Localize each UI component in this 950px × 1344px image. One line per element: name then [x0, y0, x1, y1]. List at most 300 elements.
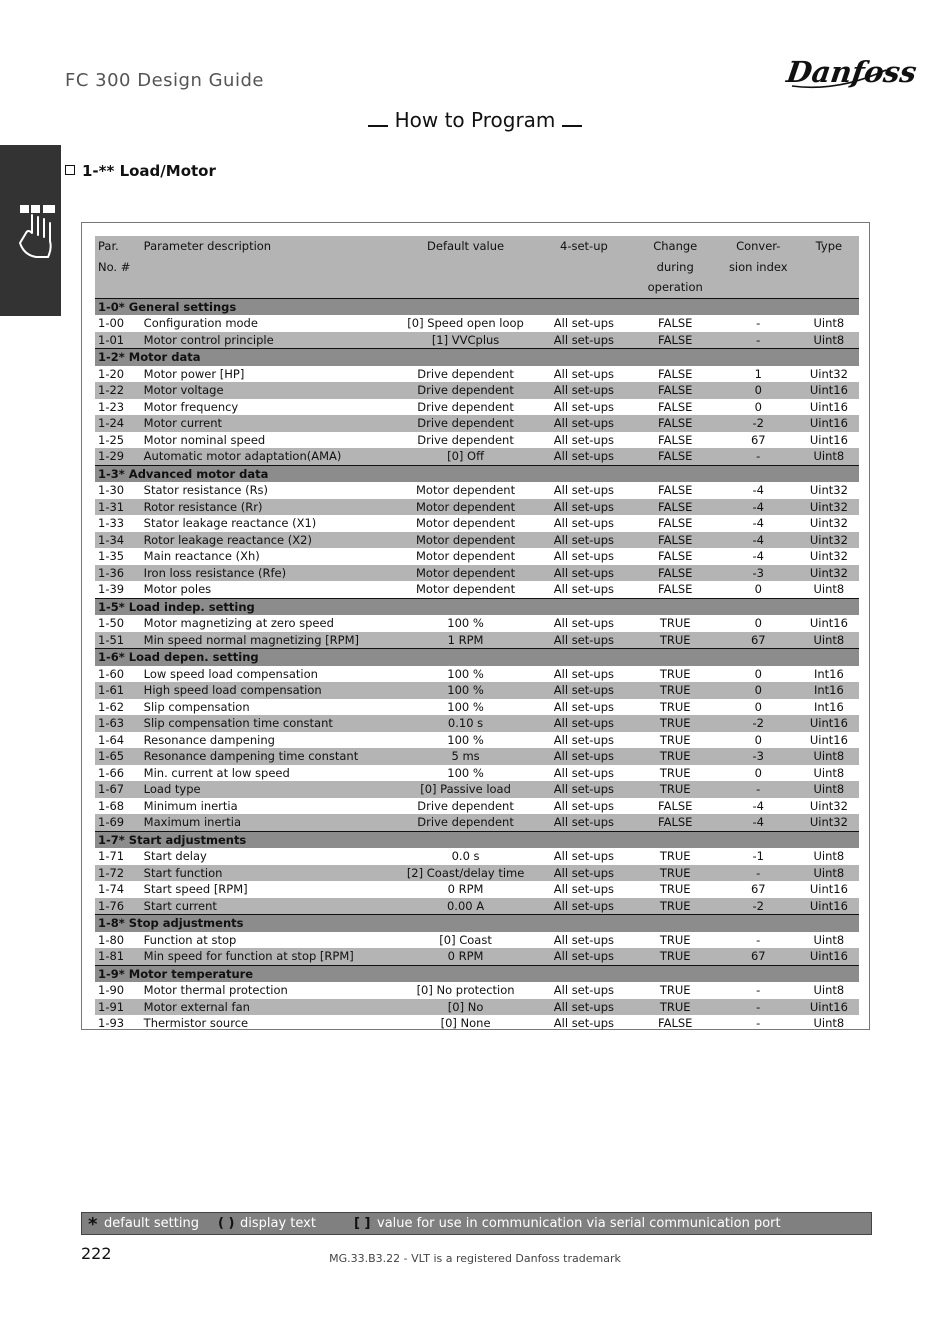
cell-conversion-index: - — [718, 332, 799, 349]
cell-default-value: 0.0 s — [451, 849, 480, 863]
table-row — [95, 366, 859, 383]
cell-conversion-index: - — [756, 983, 761, 997]
cell-change-during-operation: FALSE — [633, 814, 718, 831]
cell-type: Uint8 — [799, 332, 859, 349]
cell-type: Uint8 — [813, 1016, 845, 1030]
cell-par-no: 1-00 — [98, 316, 125, 330]
cell-conversion-index: -4 — [718, 532, 799, 549]
cell-conversion-index: - — [756, 932, 761, 947]
cell-four-setup: All set-ups — [553, 366, 614, 381]
cell-par-no: 1-71 — [98, 849, 125, 863]
cell-four-setup: All set-ups — [535, 448, 633, 465]
group-header-label: 1-2* Motor data — [95, 349, 859, 366]
cell-change-during-operation: TRUE — [659, 666, 691, 681]
cell-default-value: Drive dependent — [396, 415, 535, 432]
table-row — [95, 748, 859, 765]
chapter-tab — [0, 145, 61, 316]
header-type: Type — [799, 236, 859, 298]
cell-conversion-index: 1 — [754, 366, 762, 381]
cell-type: Uint16 — [809, 399, 848, 414]
cell-type: Uint8 — [813, 582, 845, 596]
table-row — [95, 515, 859, 532]
table-row — [95, 699, 859, 716]
cell-description: Configuration mode — [143, 316, 258, 330]
cell-description: Maximum inertia — [141, 814, 396, 831]
group-header-label: 1-5* Load indep. setting — [95, 598, 859, 615]
footer-trademark: MG.33.B3.22 - VLT is a registered Danfoss trademark — [329, 1252, 621, 1265]
cell-par-no: 1-25 — [98, 432, 125, 447]
table-row — [95, 532, 859, 549]
legend-display-text: display text — [240, 1216, 316, 1231]
cell-description: Motor nominal speed — [143, 432, 266, 447]
cell-type: Uint32 — [799, 814, 859, 831]
cell-four-setup: All set-ups — [553, 582, 614, 596]
table-row — [95, 415, 859, 432]
cell-par-no: 1-81 — [95, 948, 141, 965]
cell-change-during-operation: TRUE — [659, 849, 691, 863]
cell-conversion-index: 67 — [718, 948, 799, 965]
cell-change-during-operation: FALSE — [658, 316, 693, 330]
cell-par-no: 1-31 — [95, 499, 141, 516]
cell-description: Min. current at low speed — [143, 765, 290, 780]
cell-par-no: 1-76 — [95, 898, 141, 915]
cell-description: Minimum inertia — [143, 798, 238, 813]
legend-bar — [81, 1212, 872, 1235]
cell-conversion-index: -1 — [752, 849, 764, 863]
cell-description: Motor control principle — [141, 332, 396, 349]
cell-type: Uint32 — [809, 366, 848, 381]
table-row — [95, 666, 859, 683]
document-title: FC 300 Design Guide — [65, 70, 264, 91]
cell-type: Uint32 — [809, 798, 848, 813]
cell-conversion-index: -4 — [752, 798, 764, 813]
cell-description: Start speed [RPM] — [143, 882, 248, 896]
cell-conversion-index: -2 — [718, 715, 799, 732]
cell-four-setup: All set-ups — [553, 882, 614, 896]
cell-default-value: 0.00 A — [396, 898, 535, 915]
cell-conversion-index: - — [756, 316, 761, 330]
cell-default-value: 100 % — [447, 765, 484, 780]
group-header-row — [95, 349, 859, 366]
cell-par-no: 1-68 — [98, 798, 125, 813]
cell-change-during-operation: FALSE — [658, 483, 693, 497]
cell-description: High speed load compensation — [141, 682, 396, 699]
table-row — [95, 332, 859, 349]
cell-conversion-index: 0 — [754, 666, 762, 681]
parameter-group-title — [65, 162, 216, 180]
cell-par-no: 1-74 — [98, 882, 125, 896]
cell-conversion-index: 0 — [718, 382, 799, 399]
cell-default-value: Motor dependent — [416, 483, 516, 497]
group-header-label: 1-6* Load depen. setting — [95, 649, 859, 666]
cell-four-setup: All set-ups — [553, 549, 614, 563]
cell-change-during-operation: TRUE — [633, 781, 718, 798]
cell-change-during-operation: TRUE — [659, 699, 691, 714]
cell-change-during-operation: TRUE — [659, 765, 691, 780]
cell-change-during-operation: FALSE — [633, 565, 718, 582]
cell-type: Uint8 — [813, 932, 845, 947]
cell-four-setup: All set-ups — [553, 432, 614, 447]
cell-four-setup: All set-ups — [535, 682, 633, 699]
cell-change-during-operation: TRUE — [633, 632, 718, 649]
cell-par-no: 1-20 — [98, 366, 125, 381]
cell-type: Uint32 — [799, 532, 859, 549]
table-row — [95, 432, 859, 449]
cell-change-during-operation: FALSE — [658, 399, 693, 414]
cell-par-no: 1-90 — [98, 983, 125, 997]
cell-par-no: 1-36 — [95, 565, 141, 582]
cell-four-setup: All set-ups — [535, 781, 633, 798]
group-header-label: 1-3* Advanced motor data — [95, 465, 859, 482]
cell-default-value: [0] Coast — [439, 932, 492, 947]
table-row — [95, 865, 859, 882]
cell-default-value: [0] Off — [396, 448, 535, 465]
cell-four-setup: All set-ups — [553, 399, 614, 414]
cell-four-setup: All set-ups — [553, 983, 614, 997]
group-header-label: 1-9* Motor temperature — [95, 965, 859, 982]
cell-four-setup: All set-ups — [535, 632, 633, 649]
cell-default-value: Drive dependent — [396, 814, 535, 831]
cell-description: Stator leakage reactance (X1) — [143, 516, 317, 530]
cell-four-setup: All set-ups — [535, 499, 633, 516]
cell-description: Start current — [141, 898, 396, 915]
cell-default-value: [2] Coast/delay time — [396, 865, 535, 882]
cell-four-setup: All set-ups — [553, 765, 614, 780]
cell-description: Rotor leakage reactance (X2) — [141, 532, 396, 549]
cell-description: Motor voltage — [141, 382, 396, 399]
cell-par-no: 1-35 — [98, 549, 125, 563]
cell-par-no: 1-61 — [95, 682, 141, 699]
legend-paren-symbol: ( ) — [218, 1216, 235, 1231]
cell-type: Uint8 — [813, 316, 845, 330]
cell-four-setup: All set-ups — [553, 849, 614, 863]
table-row — [95, 548, 859, 565]
cell-type: Uint16 — [809, 616, 848, 630]
cell-change-during-operation: FALSE — [633, 499, 718, 516]
group-header-row — [95, 465, 859, 482]
cell-default-value: Motor dependent — [416, 582, 516, 596]
table-row — [95, 732, 859, 749]
header-four-setup: 4-set-up — [535, 236, 633, 298]
cell-default-value: [0] No — [396, 999, 535, 1016]
cell-conversion-index: - — [718, 448, 799, 465]
cell-type: Uint16 — [809, 432, 848, 447]
cell-conversion-index: 0 — [754, 699, 762, 714]
table-body — [95, 298, 859, 1032]
cell-type: Uint16 — [809, 732, 848, 747]
cell-par-no: 1-22 — [95, 382, 141, 399]
cell-default-value: 5 ms — [396, 748, 535, 765]
cell-par-no: 1-93 — [98, 1016, 125, 1030]
group-header-row — [95, 298, 859, 315]
cell-default-value: Drive dependent — [417, 798, 514, 813]
cell-type: Uint16 — [799, 715, 859, 732]
cell-change-during-operation: FALSE — [658, 432, 693, 447]
cell-par-no: 1-72 — [95, 865, 141, 882]
cell-default-value: Drive dependent — [417, 399, 514, 414]
cell-description: Thermistor source — [143, 1016, 249, 1030]
cell-four-setup: All set-ups — [553, 1016, 614, 1030]
cell-change-during-operation: FALSE — [658, 516, 693, 530]
cell-default-value: Drive dependent — [396, 382, 535, 399]
cell-par-no: 1-60 — [98, 666, 125, 681]
cell-conversion-index: 0 — [754, 616, 762, 630]
cell-four-setup: All set-ups — [553, 732, 614, 747]
group-header-row — [95, 915, 859, 932]
cell-default-value: [0] None — [440, 1016, 491, 1030]
table-header-row — [95, 236, 859, 298]
section-heading — [0, 108, 950, 132]
legend-bracket-symbol: [ ] — [354, 1216, 371, 1231]
cell-default-value: Drive dependent — [417, 432, 514, 447]
cell-description: Slip compensation — [143, 699, 250, 714]
cell-change-during-operation: TRUE — [659, 932, 691, 947]
legend-serial-value: value for use in communication via serial communication port — [377, 1216, 781, 1231]
table-row — [95, 399, 859, 416]
page-number: 222 — [81, 1244, 112, 1263]
cell-change-during-operation: FALSE — [633, 532, 718, 549]
table-row — [95, 615, 859, 632]
cell-par-no: 1-30 — [98, 483, 125, 497]
header-conversion-index: Conver- sion index — [718, 236, 799, 298]
table-row — [95, 765, 859, 782]
cell-par-no: 1-24 — [95, 415, 141, 432]
section-heading-text: How to Program — [394, 108, 556, 132]
cell-description: Automatic motor adaptation(AMA) — [141, 448, 396, 465]
cell-four-setup: All set-ups — [535, 748, 633, 765]
cell-conversion-index: -4 — [752, 549, 764, 563]
table-row — [95, 999, 859, 1016]
cell-change-during-operation: FALSE — [658, 1016, 693, 1030]
cell-description: Function at stop — [143, 932, 237, 947]
cell-par-no: 1-50 — [98, 616, 125, 630]
cell-four-setup: All set-ups — [553, 316, 614, 330]
table-row — [95, 898, 859, 915]
cell-type: Uint16 — [799, 415, 859, 432]
cell-par-no: 1-65 — [95, 748, 141, 765]
cell-type: Int16 — [813, 699, 844, 714]
cell-change-during-operation: TRUE — [633, 999, 718, 1016]
cell-description: Motor current — [141, 415, 396, 432]
cell-default-value: [0] Passive load — [396, 781, 535, 798]
cell-conversion-index: - — [718, 999, 799, 1016]
cell-description: Motor power [HP] — [143, 366, 245, 381]
cell-conversion-index: 67 — [750, 882, 766, 896]
table-row — [95, 382, 859, 399]
cell-four-setup: All set-ups — [553, 798, 614, 813]
cell-type: Uint8 — [813, 983, 845, 997]
cell-description: Slip compensation time constant — [141, 715, 396, 732]
group-header-row — [95, 965, 859, 982]
cell-description: Min speed normal magnetizing [RPM] — [141, 632, 396, 649]
cell-change-during-operation: FALSE — [633, 415, 718, 432]
cell-four-setup: All set-ups — [535, 415, 633, 432]
cell-type: Uint16 — [799, 382, 859, 399]
cell-change-during-operation: TRUE — [659, 616, 691, 630]
group-header-row — [95, 649, 859, 666]
cell-par-no: 1-29 — [95, 448, 141, 465]
cell-conversion-index: -4 — [718, 499, 799, 516]
cell-default-value: [0] Speed open loop — [407, 316, 524, 330]
group-header-row — [95, 831, 859, 848]
legend-default-setting: default setting — [104, 1216, 199, 1231]
table-row — [95, 315, 859, 332]
cell-change-during-operation: TRUE — [659, 983, 691, 997]
cell-description: Start delay — [143, 849, 207, 863]
cell-four-setup: All set-ups — [535, 999, 633, 1016]
cell-default-value: 100 % — [447, 666, 484, 681]
cell-default-value: 0 RPM — [396, 948, 535, 965]
cell-four-setup: All set-ups — [553, 616, 614, 630]
cell-type: Uint32 — [799, 499, 859, 516]
cell-type: Uint16 — [799, 898, 859, 915]
cell-change-during-operation: TRUE — [633, 748, 718, 765]
cell-conversion-index: 0 — [754, 399, 762, 414]
group-header-label: 1-7* Start adjustments — [95, 831, 859, 848]
cell-conversion-index: 0 — [754, 765, 762, 780]
cell-par-no: 1-51 — [95, 632, 141, 649]
table-row — [95, 581, 859, 598]
table-row — [95, 848, 859, 865]
cell-type: Uint32 — [809, 549, 848, 563]
cell-type: Int16 — [813, 666, 844, 681]
cell-description: Rotor resistance (Rr) — [141, 499, 396, 516]
cell-change-during-operation: FALSE — [658, 582, 693, 596]
cell-four-setup: All set-ups — [535, 532, 633, 549]
cell-description: Min speed for function at stop [RPM] — [141, 948, 396, 965]
header-description: Parameter description — [141, 236, 396, 298]
cell-four-setup: All set-ups — [535, 948, 633, 965]
cell-par-no: 1-64 — [98, 732, 125, 747]
cell-four-setup: All set-ups — [535, 332, 633, 349]
cell-default-value: [1] VVCplus — [396, 332, 535, 349]
cell-change-during-operation: FALSE — [658, 549, 693, 563]
svg-text:Danfoss: Danfoss — [784, 55, 919, 89]
cell-type: Uint8 — [813, 765, 845, 780]
cell-change-during-operation: FALSE — [658, 366, 693, 381]
cell-four-setup: All set-ups — [535, 865, 633, 882]
cell-par-no: 1-39 — [98, 582, 125, 596]
cell-default-value: Motor dependent — [416, 549, 516, 563]
cell-conversion-index: -3 — [718, 565, 799, 582]
cell-change-during-operation: TRUE — [633, 682, 718, 699]
checkbox-bullet-icon — [65, 165, 75, 175]
table-row — [95, 715, 859, 732]
heading-rule-right — [562, 125, 582, 127]
cell-default-value: Motor dependent — [396, 499, 535, 516]
cell-default-value: Motor dependent — [416, 516, 516, 530]
table-row — [95, 682, 859, 699]
table-row — [95, 781, 859, 798]
cell-conversion-index: 0 — [754, 582, 762, 596]
asterisk-icon: * — [88, 1214, 98, 1235]
cell-type: Uint32 — [809, 516, 848, 530]
table-row — [95, 881, 859, 898]
cell-type: Uint8 — [813, 849, 845, 863]
cell-conversion-index: 0 — [718, 682, 799, 699]
cell-conversion-index: -4 — [752, 483, 764, 497]
table-row — [95, 1015, 859, 1032]
cell-four-setup: All set-ups — [535, 898, 633, 915]
cell-default-value: [0] No protection — [416, 983, 515, 997]
table-row — [95, 982, 859, 999]
cell-par-no: 1-23 — [98, 399, 125, 414]
cell-type: Uint16 — [799, 948, 859, 965]
cell-four-setup: All set-ups — [553, 699, 614, 714]
cell-type: Uint8 — [799, 865, 859, 882]
cell-type: Int16 — [799, 682, 859, 699]
cell-default-value: 100 % — [396, 682, 535, 699]
cell-description: Low speed load compensation — [143, 666, 318, 681]
cell-change-during-operation: TRUE — [633, 948, 718, 965]
cell-four-setup: All set-ups — [535, 565, 633, 582]
cell-par-no: 1-69 — [95, 814, 141, 831]
cell-change-during-operation: TRUE — [633, 865, 718, 882]
cell-conversion-index: - — [718, 781, 799, 798]
cell-change-during-operation: TRUE — [633, 898, 718, 915]
cell-description: Motor magnetizing at zero speed — [143, 616, 334, 630]
parameter-group-title-text: 1-** Load/Motor — [82, 162, 216, 180]
table-row — [95, 948, 859, 965]
cell-type: Uint8 — [799, 448, 859, 465]
cell-change-during-operation: FALSE — [658, 798, 693, 813]
cell-default-value: Motor dependent — [396, 565, 535, 582]
cell-type: Uint8 — [799, 781, 859, 798]
cell-default-value: 0.10 s — [396, 715, 535, 732]
cell-conversion-index: -2 — [718, 898, 799, 915]
group-header-label: 1-8* Stop adjustments — [95, 915, 859, 932]
cell-four-setup: All set-ups — [535, 382, 633, 399]
cell-change-during-operation: FALSE — [633, 332, 718, 349]
cell-conversion-index: - — [718, 865, 799, 882]
cell-change-during-operation: TRUE — [659, 882, 691, 896]
table-row — [95, 814, 859, 831]
cell-par-no: 1-91 — [95, 999, 141, 1016]
cell-four-setup: All set-ups — [535, 814, 633, 831]
cell-description: Start function — [141, 865, 396, 882]
cell-conversion-index: 67 — [718, 632, 799, 649]
cell-description: Resonance dampening — [143, 732, 275, 747]
cell-description: Stator resistance (Rs) — [143, 483, 269, 497]
table-row — [95, 798, 859, 815]
cell-default-value: 1 RPM — [396, 632, 535, 649]
cell-par-no: 1-33 — [98, 516, 125, 530]
cell-par-no: 1-01 — [95, 332, 141, 349]
cell-four-setup: All set-ups — [553, 932, 614, 947]
table-row — [95, 482, 859, 499]
cell-description: Load type — [141, 781, 396, 798]
cell-conversion-index: - — [756, 1016, 761, 1030]
table-row — [95, 499, 859, 516]
cell-four-setup: All set-ups — [535, 715, 633, 732]
cell-par-no: 1-67 — [95, 781, 141, 798]
cell-type: Uint32 — [809, 483, 848, 497]
cell-par-no: 1-62 — [98, 699, 125, 714]
cell-change-during-operation: FALSE — [633, 382, 718, 399]
cell-default-value: 100 % — [447, 699, 484, 714]
cell-description: Resonance dampening time constant — [141, 748, 396, 765]
cell-type: Uint32 — [799, 565, 859, 582]
cell-description: Motor frequency — [143, 399, 239, 414]
cell-conversion-index: -4 — [752, 516, 764, 530]
cell-type: Uint8 — [799, 632, 859, 649]
cell-description: Main reactance (Xh) — [143, 549, 260, 563]
cell-description: Motor external fan — [141, 999, 396, 1016]
cell-four-setup: All set-ups — [553, 516, 614, 530]
cell-change-during-operation: FALSE — [633, 448, 718, 465]
header-default-value: Default value — [396, 236, 535, 298]
cell-type: Uint8 — [799, 748, 859, 765]
